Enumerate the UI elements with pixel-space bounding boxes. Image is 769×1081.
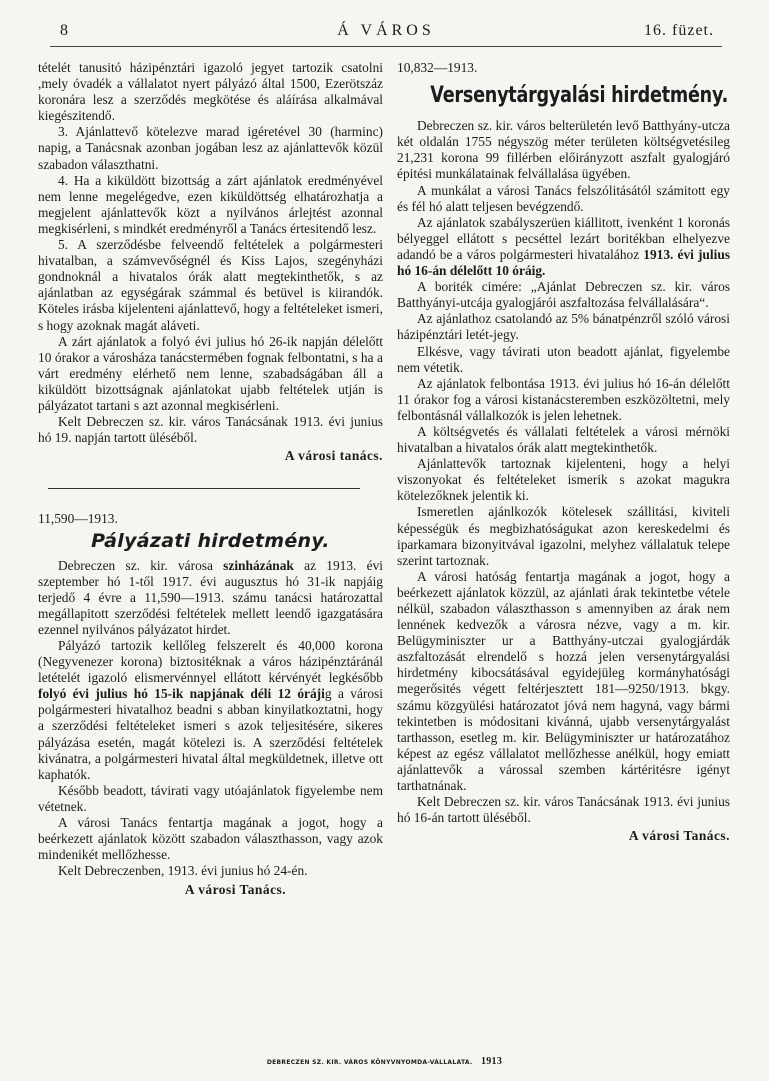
divider	[48, 488, 360, 489]
signature: A városi Tanács.	[628, 828, 730, 844]
paragraph: 4. Ha a kiküldött bizottság a zárt ajánlatok eredményével nem lenne megelégedve, ezen kiküldöttség elhatározhatja a megjelent ajánlattevők közt a nyilvános árlejtést azonnal megkisérleni, s mindkét eredményről a Tanács értesitendő lesz.	[38, 172, 383, 236]
paragraph: A városi Tanács fentartja magának a jogot, hogy a beérkezett ajánlatok között szabadon választhasson, vagy azok mindenikét mellőzhesse.	[38, 815, 383, 863]
print-year: 1913	[480, 1056, 503, 1067]
paragraph: A költségvetés és vállalati feltételek a városi mérnöki hivatalban a hivatalos órák alatt megtekinthetők.	[397, 423, 730, 456]
paragraph: Ajánlattevők tartoznak kijelenteni, hogy a helyi viszonyokat és feltételeket ismerik s azokat magukra kötelezőknek jelentik ki.	[397, 456, 730, 504]
paragraph: 5. A szerződésbe felveendő feltételek a polgármesteri hivatalban, a számvevőségnél és Kiss Lajos, szegényházi gondnoknál a hivatalos órák alatt megtekinthetők, s az ajánlatban az egységárak számmal és betüvel is kiirandók. Köteles irásba kijelenteni ajánlattevő, hogy a feltételeket ismeri, s hogy azoknak magát aláveti.	[38, 237, 383, 333]
paragraph: Pályázó tartozik kellőleg felszerelt és 40,000 korona (Negyvenezer korona) biztositéknak a város házipénztáránál letételét igazoló elismervénnyel ellátott kérvényét legkésőbb folyó évi julius hó 15-ik napjának déli 12 órájig a városi polgármesteri hivatalhoz beadni s abban kinyilatkoztatni, hogy a szerződési feltételeket ismeri s azok teljesitésére, sikeres pályázása esetén, magát kötelezi is. A szerződési feltételek kivánatra, a polgármesteri hivatal által megküldetnek, illetve ott kaphatók.	[38, 638, 383, 782]
issue-label: 16. füzet.	[644, 22, 714, 39]
printer-name: DEBRECZEN SZ. KIR. VÁROS KÖNYVNYOMDA-VÁLLALATA.	[266, 1059, 473, 1066]
paragraph: Kelt Debreczenben, 1913. évi junius hó 24-én.	[58, 863, 308, 879]
journal-title: Á VÁROS	[337, 22, 435, 39]
signature: A városi tanács.	[284, 448, 383, 464]
paragraph: Debreczen sz. kir. város belterületén levő Batthyány-utcza két oldalán 1755 négyszög méter területen költségvetésileg 21,231 korona 99 fillérben előirányzott aszfalt gyalogjáró épitési munkálatainak felvállalása ügyében.	[397, 118, 730, 182]
left-column	[38, 60, 383, 899]
paragraph: 3. Ajánlattevő kötelezve marad igéretével 30 (harminc) napig, a Tanácsnak azonban jogában lesz az ajánlattevők közül szabadon választhatni.	[38, 124, 383, 172]
signature: A városi Tanács.	[184, 882, 287, 898]
paragraph: A munkálat a városi Tanács felszólitásától számitott egy és fél hó alatt teljesen bevégzendő.	[397, 182, 730, 214]
printer-imprint	[0, 1056, 769, 1067]
paragraph: Az ajánlathoz csatolandó az 5% bánatpénzről szóló városi házipénztári letét-jegy.	[397, 311, 730, 343]
paragraph: Kelt Debreczen sz. kir. város Tanácsának 1913. évi junius hó 16-án tartott üléséből.	[397, 794, 730, 826]
notice-number: 11,590—1913.	[38, 511, 118, 527]
paragraph: Kelt Debreczen sz. kir. város Tanácsának 1913. évi junius hó 19. napján tartott üléséből.	[38, 414, 383, 446]
paragraph: Ismeretlen ajánlkozók kötelesek szállitási, kiviteli képességük és megbizhatóságukat azon kereskedelmi és iparkamara bizonyitvával igazolni, melyhez vállalatuk telepe szerint tartoznak.	[397, 504, 730, 568]
paragraph: Elkésve, vagy távirati uton beadott ajánlat, figyelembe nem vétetik.	[397, 343, 730, 375]
notice-title: Versenytárgyalási hirdetmény.	[430, 83, 729, 109]
paragraph: A városi hatóság fentartja magának a jogot, hogy a beérkezett ajánlatok közzül, az ajánlati árak tekintetbe vétele nélkül, szabadon választhasson s amennyiben az árak nem lennének kedvezők a városra nézve, vagy a m. kir. Belügyminiszter ur a Batthyány-utczai gyalogjárdák aszfaltozását elrendelő s hozzá jelen versenytárgyalási hirdetmény kibocsátásával egyidejüleg kormányhatósági megerősités végett feltérjesztett 181—9250/1913. bkgy. számu közgyülési határozatot jóvá nem hagyná, vagy bármi tekintetben is módositani kivánná, ujabb versenytárgyalást tarthasson, esetleg m. kir. Belügyminiszter ur határozatához képest az egész vállalatot mellőzhesse anélkül, hogy emiatt ajánlattevők a várossal szemben kártéritésre igényt tarthatnának.	[397, 568, 730, 794]
paragraph: Debreczen sz. kir. városa szinházának az 1913. évi szeptember hó 1-től 1917. évi augusztus hó 31-ik napjáig terjedő 4 évre a 11,590—1913. számu tanácsi határozattal megállapitott szerződési feltételek mellett leendő igazgatására ezennel nyilvános pályázatot hirdet.	[38, 557, 383, 637]
paragraph: Az ajánlatok szabályszerüen kiállitott, ivenként 1 koronás bélyeggel ellátott s pecséttel lezárt boritékban elhelyezve adandó be a város polgármesteri hivatalához 1913. évi julius hó 16-án délelőtt 10 óráig.	[397, 214, 730, 279]
paragraph: A boriték cimére: „Ajánlat Debreczen sz. kir. város Batthyányi-utcája gyalogjárói aszfaltozása felvállalására“.	[397, 279, 730, 311]
right-column	[397, 60, 730, 844]
page-header	[50, 20, 722, 47]
notice-title: Pályázati hirdetmény.	[91, 530, 330, 553]
notice-number: 10,832—1913.	[397, 60, 478, 75]
page-number: 8	[60, 22, 69, 39]
paragraph: tételét tanusitó házipénztári igazoló jegyet tartozik csatolni ,mely óvadék a vállalatot nyert pályázó által 1500, Ezerötszáz koronára lesz a szerződés megkötése és aláírása alkalmával kiegészitendő.	[38, 60, 383, 124]
paragraph: A zárt ajánlatok a folyó évi julius hó 26-ik napján délelőtt 10 órakor a városháza tanácstermében fognak felbontatni, s ha a várt eredmény elérhető nem lenne, szabadságában áll a kiküldött bizottságnak ajánlatokat ujabb feltételek utján is pályázatot tartani s azt azonnal megkisérleni.	[38, 333, 383, 413]
paragraph: Az ajánlatok felbontása 1913. évi julius hó 16-án délelőtt 11 órakor fog a városi kistanácsteremben eszközöltetni, mely felbontásnál vállalkozók is jelen lehetnek.	[397, 375, 730, 423]
paragraph: Később beadott, távirati vagy utóajánlatok figyelembe nem vétetnek.	[38, 782, 383, 814]
